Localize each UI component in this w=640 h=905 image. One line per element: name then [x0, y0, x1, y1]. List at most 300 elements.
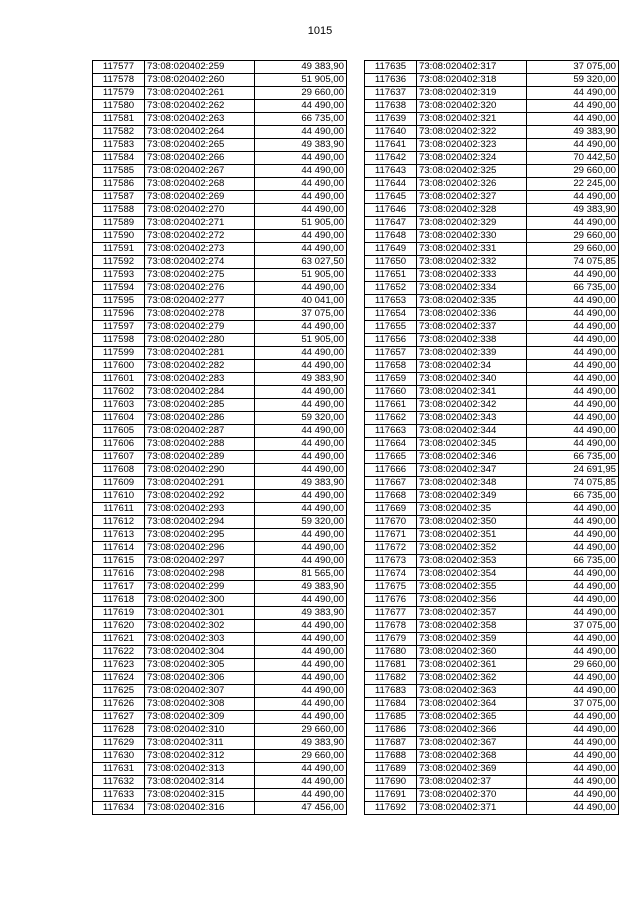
cadastral-number-cell: 73:08:020402:368	[417, 750, 527, 763]
table-row	[365, 451, 619, 464]
record-id-cell: 117601	[93, 373, 145, 386]
cadastral-number-cell: 73:08:020402:341	[417, 386, 527, 399]
amount-cell: 63 027,50	[255, 256, 347, 269]
record-id-cell: 117685	[365, 711, 417, 724]
table-row	[93, 737, 347, 750]
record-id-cell: 117676	[365, 594, 417, 607]
amount-cell: 44 490,00	[527, 360, 619, 373]
cadastral-number-cell: 73:08:020402:327	[417, 191, 527, 204]
amount-cell: 44 490,00	[527, 672, 619, 685]
table-row	[365, 659, 619, 672]
left-table-body	[93, 61, 347, 815]
record-id-cell: 117578	[93, 74, 145, 87]
cadastral-number-cell: 73:08:020402:359	[417, 633, 527, 646]
table-row	[365, 607, 619, 620]
cadastral-number-cell: 73:08:020402:308	[145, 698, 255, 711]
record-id-cell: 117687	[365, 737, 417, 750]
table-row	[93, 451, 347, 464]
table-row	[93, 659, 347, 672]
table-row	[365, 165, 619, 178]
cadastral-number-cell: 73:08:020402:369	[417, 763, 527, 776]
cadastral-number-cell: 73:08:020402:261	[145, 87, 255, 100]
cadastral-number-cell: 73:08:020402:294	[145, 516, 255, 529]
cadastral-number-cell: 73:08:020402:345	[417, 438, 527, 451]
cadastral-number-cell: 73:08:020402:339	[417, 347, 527, 360]
cadastral-number-cell: 73:08:020402:303	[145, 633, 255, 646]
cadastral-number-cell: 73:08:020402:364	[417, 698, 527, 711]
record-id-cell: 117594	[93, 282, 145, 295]
record-id-cell: 117667	[365, 477, 417, 490]
record-id-cell: 117581	[93, 113, 145, 126]
table-row	[365, 685, 619, 698]
record-id-cell: 117692	[365, 802, 417, 815]
record-id-cell: 117674	[365, 568, 417, 581]
amount-cell: 44 490,00	[255, 282, 347, 295]
cadastral-number-cell: 73:08:020402:322	[417, 126, 527, 139]
cadastral-number-cell: 73:08:020402:302	[145, 620, 255, 633]
table-row	[93, 698, 347, 711]
table-row	[365, 139, 619, 152]
record-id-cell: 117661	[365, 399, 417, 412]
amount-cell: 49 383,90	[255, 607, 347, 620]
cadastral-number-cell: 73:08:020402:265	[145, 139, 255, 152]
record-id-cell: 117662	[365, 412, 417, 425]
cadastral-number-cell: 73:08:020402:286	[145, 412, 255, 425]
amount-cell: 44 490,00	[527, 295, 619, 308]
amount-cell: 66 735,00	[527, 282, 619, 295]
cadastral-number-cell: 73:08:020402:278	[145, 308, 255, 321]
table-row	[93, 685, 347, 698]
amount-cell: 51 905,00	[255, 269, 347, 282]
cadastral-number-cell: 73:08:020402:301	[145, 607, 255, 620]
cadastral-number-cell: 73:08:020402:288	[145, 438, 255, 451]
cadastral-number-cell: 73:08:020402:356	[417, 594, 527, 607]
amount-cell: 44 490,00	[527, 529, 619, 542]
table-row	[365, 724, 619, 737]
table-row	[93, 308, 347, 321]
table-row	[93, 334, 347, 347]
table-row	[93, 399, 347, 412]
cadastral-number-cell: 73:08:020402:313	[145, 763, 255, 776]
table-row	[365, 542, 619, 555]
amount-cell: 44 490,00	[255, 230, 347, 243]
table-row	[93, 763, 347, 776]
record-id-cell: 117582	[93, 126, 145, 139]
cadastral-number-cell: 73:08:020402:354	[417, 568, 527, 581]
cadastral-number-cell: 73:08:020402:304	[145, 646, 255, 659]
amount-cell: 49 383,90	[527, 204, 619, 217]
cadastral-number-cell: 73:08:020402:338	[417, 334, 527, 347]
amount-cell: 59 320,00	[255, 516, 347, 529]
amount-cell: 44 490,00	[527, 737, 619, 750]
record-id-cell: 117652	[365, 282, 417, 295]
table-row	[93, 776, 347, 789]
record-id-cell: 117666	[365, 464, 417, 477]
table-row	[93, 529, 347, 542]
amount-cell: 49 383,90	[255, 581, 347, 594]
record-id-cell: 117631	[93, 763, 145, 776]
cadastral-number-cell: 73:08:020402:349	[417, 490, 527, 503]
cadastral-number-cell: 73:08:020402:326	[417, 178, 527, 191]
record-id-cell: 117639	[365, 113, 417, 126]
table-row	[93, 555, 347, 568]
cadastral-number-cell: 73:08:020402:297	[145, 555, 255, 568]
record-id-cell: 117590	[93, 230, 145, 243]
record-id-cell: 117628	[93, 724, 145, 737]
amount-cell: 44 490,00	[527, 802, 619, 815]
amount-cell: 44 490,00	[255, 789, 347, 802]
amount-cell: 44 490,00	[527, 191, 619, 204]
amount-cell: 44 490,00	[527, 685, 619, 698]
table-row	[365, 490, 619, 503]
cadastral-number-cell: 73:08:020402:37	[417, 776, 527, 789]
cadastral-number-cell: 73:08:020402:291	[145, 477, 255, 490]
cadastral-number-cell: 73:08:020402:267	[145, 165, 255, 178]
amount-cell: 29 660,00	[527, 243, 619, 256]
cadastral-number-cell: 73:08:020402:300	[145, 594, 255, 607]
amount-cell: 44 490,00	[255, 100, 347, 113]
amount-cell: 44 490,00	[527, 321, 619, 334]
amount-cell: 59 320,00	[255, 412, 347, 425]
table-row	[365, 295, 619, 308]
amount-cell: 44 490,00	[255, 503, 347, 516]
table-row	[93, 711, 347, 724]
record-id-cell: 117673	[365, 555, 417, 568]
cadastral-number-cell: 73:08:020402:319	[417, 87, 527, 100]
record-id-cell: 117672	[365, 542, 417, 555]
record-id-cell: 117593	[93, 269, 145, 282]
record-id-cell: 117660	[365, 386, 417, 399]
table-row	[93, 360, 347, 373]
table-row	[365, 256, 619, 269]
cadastral-number-cell: 73:08:020402:367	[417, 737, 527, 750]
record-id-cell: 117680	[365, 646, 417, 659]
amount-cell: 44 490,00	[255, 451, 347, 464]
amount-cell: 49 383,90	[255, 737, 347, 750]
amount-cell: 66 735,00	[527, 451, 619, 464]
table-row	[365, 477, 619, 490]
cadastral-number-cell: 73:08:020402:343	[417, 412, 527, 425]
cadastral-number-cell: 73:08:020402:298	[145, 568, 255, 581]
cadastral-number-cell: 73:08:020402:336	[417, 308, 527, 321]
cadastral-number-cell: 73:08:020402:340	[417, 373, 527, 386]
amount-cell: 44 490,00	[527, 438, 619, 451]
table-row	[365, 503, 619, 516]
record-id-cell: 117681	[365, 659, 417, 672]
record-id-cell: 117586	[93, 178, 145, 191]
amount-cell: 44 490,00	[527, 399, 619, 412]
record-id-cell: 117615	[93, 555, 145, 568]
table-row	[93, 594, 347, 607]
amount-cell: 66 735,00	[255, 113, 347, 126]
cadastral-number-cell: 73:08:020402:310	[145, 724, 255, 737]
cadastral-number-cell: 73:08:020402:361	[417, 659, 527, 672]
amount-cell: 44 490,00	[255, 464, 347, 477]
amount-cell: 37 075,00	[527, 61, 619, 74]
cadastral-number-cell: 73:08:020402:344	[417, 425, 527, 438]
table-row	[93, 412, 347, 425]
table-row	[93, 581, 347, 594]
cadastral-number-cell: 73:08:020402:332	[417, 256, 527, 269]
table-row	[93, 113, 347, 126]
cadastral-number-cell: 73:08:020402:335	[417, 295, 527, 308]
amount-cell: 44 490,00	[255, 776, 347, 789]
record-id-cell: 117580	[93, 100, 145, 113]
cadastral-number-cell: 73:08:020402:320	[417, 100, 527, 113]
record-id-cell: 117643	[365, 165, 417, 178]
cadastral-number-cell: 73:08:020402:318	[417, 74, 527, 87]
cadastral-number-cell: 73:08:020402:307	[145, 685, 255, 698]
cadastral-number-cell: 73:08:020402:333	[417, 269, 527, 282]
amount-cell: 29 660,00	[255, 87, 347, 100]
cadastral-number-cell: 73:08:020402:287	[145, 425, 255, 438]
record-id-cell: 117585	[93, 165, 145, 178]
cadastral-number-cell: 73:08:020402:292	[145, 490, 255, 503]
table-row	[365, 74, 619, 87]
amount-cell: 44 490,00	[527, 347, 619, 360]
amount-cell: 22 245,00	[527, 178, 619, 191]
record-id-cell: 117588	[93, 204, 145, 217]
cadastral-number-cell: 73:08:020402:328	[417, 204, 527, 217]
cadastral-number-cell: 73:08:020402:311	[145, 737, 255, 750]
table-row	[365, 243, 619, 256]
cadastral-number-cell: 73:08:020402:306	[145, 672, 255, 685]
amount-cell: 44 490,00	[527, 139, 619, 152]
amount-cell: 44 490,00	[527, 542, 619, 555]
amount-cell: 44 490,00	[255, 191, 347, 204]
table-row	[93, 373, 347, 386]
amount-cell: 29 660,00	[255, 750, 347, 763]
table-row	[93, 672, 347, 685]
record-id-cell: 117620	[93, 620, 145, 633]
record-id-cell: 117633	[93, 789, 145, 802]
record-id-cell: 117613	[93, 529, 145, 542]
amount-cell: 44 490,00	[255, 685, 347, 698]
amount-cell: 66 735,00	[527, 490, 619, 503]
cadastral-number-cell: 73:08:020402:323	[417, 139, 527, 152]
table-row	[365, 750, 619, 763]
cadastral-number-cell: 73:08:020402:360	[417, 646, 527, 659]
amount-cell: 49 383,90	[255, 139, 347, 152]
record-id-cell: 117583	[93, 139, 145, 152]
record-id-cell: 117670	[365, 516, 417, 529]
table-row	[365, 789, 619, 802]
amount-cell: 44 490,00	[255, 360, 347, 373]
record-id-cell: 117609	[93, 477, 145, 490]
amount-cell: 44 490,00	[255, 672, 347, 685]
record-id-cell: 117645	[365, 191, 417, 204]
amount-cell: 44 490,00	[527, 607, 619, 620]
table-row	[93, 282, 347, 295]
table-row	[365, 100, 619, 113]
cadastral-number-cell: 73:08:020402:348	[417, 477, 527, 490]
record-id-cell: 117668	[365, 490, 417, 503]
cadastral-number-cell: 73:08:020402:334	[417, 282, 527, 295]
right-registry-table	[364, 60, 619, 815]
table-row	[93, 607, 347, 620]
cadastral-number-cell: 73:08:020402:314	[145, 776, 255, 789]
table-row	[93, 139, 347, 152]
amount-cell: 44 490,00	[527, 269, 619, 282]
record-id-cell: 117684	[365, 698, 417, 711]
record-id-cell: 117592	[93, 256, 145, 269]
amount-cell: 29 660,00	[255, 724, 347, 737]
record-id-cell: 117644	[365, 178, 417, 191]
amount-cell: 44 490,00	[527, 425, 619, 438]
table-row	[365, 620, 619, 633]
amount-cell: 44 490,00	[527, 724, 619, 737]
record-id-cell: 117659	[365, 373, 417, 386]
record-id-cell: 117619	[93, 607, 145, 620]
table-row	[93, 87, 347, 100]
amount-cell: 49 383,90	[255, 61, 347, 74]
cadastral-number-cell: 73:08:020402:358	[417, 620, 527, 633]
amount-cell: 44 490,00	[527, 87, 619, 100]
table-row	[365, 269, 619, 282]
amount-cell: 44 490,00	[255, 438, 347, 451]
amount-cell: 44 490,00	[527, 516, 619, 529]
record-id-cell: 117682	[365, 672, 417, 685]
amount-cell: 44 490,00	[255, 425, 347, 438]
record-id-cell: 117605	[93, 425, 145, 438]
cadastral-number-cell: 73:08:020402:296	[145, 542, 255, 555]
cadastral-number-cell: 73:08:020402:277	[145, 295, 255, 308]
table-row	[365, 282, 619, 295]
record-id-cell: 117665	[365, 451, 417, 464]
table-row	[365, 308, 619, 321]
amount-cell: 44 490,00	[255, 646, 347, 659]
amount-cell: 49 383,90	[255, 477, 347, 490]
cadastral-number-cell: 73:08:020402:35	[417, 503, 527, 516]
record-id-cell: 117636	[365, 74, 417, 87]
cadastral-number-cell: 73:08:020402:331	[417, 243, 527, 256]
table-row	[93, 620, 347, 633]
amount-cell: 44 490,00	[255, 555, 347, 568]
cadastral-number-cell: 73:08:020402:280	[145, 334, 255, 347]
record-id-cell: 117683	[365, 685, 417, 698]
table-row	[365, 191, 619, 204]
amount-cell: 44 490,00	[255, 178, 347, 191]
amount-cell: 81 565,00	[255, 568, 347, 581]
amount-cell: 40 041,00	[255, 295, 347, 308]
amount-cell: 44 490,00	[527, 594, 619, 607]
table-row	[365, 425, 619, 438]
table-row	[93, 191, 347, 204]
table-row	[93, 243, 347, 256]
amount-cell: 51 905,00	[255, 334, 347, 347]
cadastral-number-cell: 73:08:020402:289	[145, 451, 255, 464]
cadastral-number-cell: 73:08:020402:34	[417, 360, 527, 373]
table-row	[93, 477, 347, 490]
amount-cell: 49 383,90	[255, 373, 347, 386]
record-id-cell: 117579	[93, 87, 145, 100]
record-id-cell: 117671	[365, 529, 417, 542]
table-row	[93, 295, 347, 308]
table-row	[93, 165, 347, 178]
table-row	[93, 646, 347, 659]
amount-cell: 59 320,00	[527, 74, 619, 87]
amount-cell: 44 490,00	[255, 126, 347, 139]
record-id-cell: 117691	[365, 789, 417, 802]
cadastral-number-cell: 73:08:020402:263	[145, 113, 255, 126]
cadastral-number-cell: 73:08:020402:279	[145, 321, 255, 334]
record-id-cell: 117640	[365, 126, 417, 139]
table-row	[365, 217, 619, 230]
table-row	[93, 178, 347, 191]
record-id-cell: 117577	[93, 61, 145, 74]
cadastral-number-cell: 73:08:020402:272	[145, 230, 255, 243]
record-id-cell: 117621	[93, 633, 145, 646]
table-row	[365, 672, 619, 685]
record-id-cell: 117625	[93, 685, 145, 698]
cadastral-number-cell: 73:08:020402:259	[145, 61, 255, 74]
record-id-cell: 117630	[93, 750, 145, 763]
table-row	[93, 490, 347, 503]
amount-cell: 44 490,00	[255, 711, 347, 724]
record-id-cell: 117656	[365, 334, 417, 347]
table-row	[93, 724, 347, 737]
amount-cell: 44 490,00	[255, 698, 347, 711]
record-id-cell: 117689	[365, 763, 417, 776]
cadastral-number-cell: 73:08:020402:285	[145, 399, 255, 412]
cadastral-number-cell: 73:08:020402:281	[145, 347, 255, 360]
record-id-cell: 117602	[93, 386, 145, 399]
table-row	[93, 74, 347, 87]
record-id-cell: 117614	[93, 542, 145, 555]
record-id-cell: 117677	[365, 607, 417, 620]
cadastral-number-cell: 73:08:020402:352	[417, 542, 527, 555]
cadastral-number-cell: 73:08:020402:264	[145, 126, 255, 139]
amount-cell: 44 490,00	[527, 503, 619, 516]
cadastral-number-cell: 73:08:020402:324	[417, 152, 527, 165]
record-id-cell: 117678	[365, 620, 417, 633]
amount-cell: 49 383,90	[527, 126, 619, 139]
table-row	[365, 633, 619, 646]
amount-cell: 66 735,00	[527, 555, 619, 568]
table-row	[93, 386, 347, 399]
amount-cell: 51 905,00	[255, 217, 347, 230]
table-row	[365, 698, 619, 711]
table-row	[93, 230, 347, 243]
table-row	[365, 126, 619, 139]
record-id-cell: 117663	[365, 425, 417, 438]
table-row	[365, 152, 619, 165]
record-id-cell: 117629	[93, 737, 145, 750]
amount-cell: 44 490,00	[255, 399, 347, 412]
table-row	[365, 776, 619, 789]
cadastral-number-cell: 73:08:020402:365	[417, 711, 527, 724]
table-row	[93, 100, 347, 113]
record-id-cell: 117657	[365, 347, 417, 360]
table-row	[365, 321, 619, 334]
record-id-cell: 117612	[93, 516, 145, 529]
cadastral-number-cell: 73:08:020402:273	[145, 243, 255, 256]
record-id-cell: 117587	[93, 191, 145, 204]
amount-cell: 44 490,00	[527, 750, 619, 763]
record-id-cell: 117598	[93, 334, 145, 347]
cadastral-number-cell: 73:08:020402:305	[145, 659, 255, 672]
cadastral-number-cell: 73:08:020402:355	[417, 581, 527, 594]
record-id-cell: 117624	[93, 672, 145, 685]
cadastral-number-cell: 73:08:020402:317	[417, 61, 527, 74]
table-row	[365, 373, 619, 386]
table-row	[93, 269, 347, 282]
table-row	[93, 516, 347, 529]
amount-cell: 44 490,00	[255, 659, 347, 672]
page-number: 1015	[307, 25, 333, 37]
record-id-cell: 117646	[365, 204, 417, 217]
cadastral-number-cell: 73:08:020402:329	[417, 217, 527, 230]
